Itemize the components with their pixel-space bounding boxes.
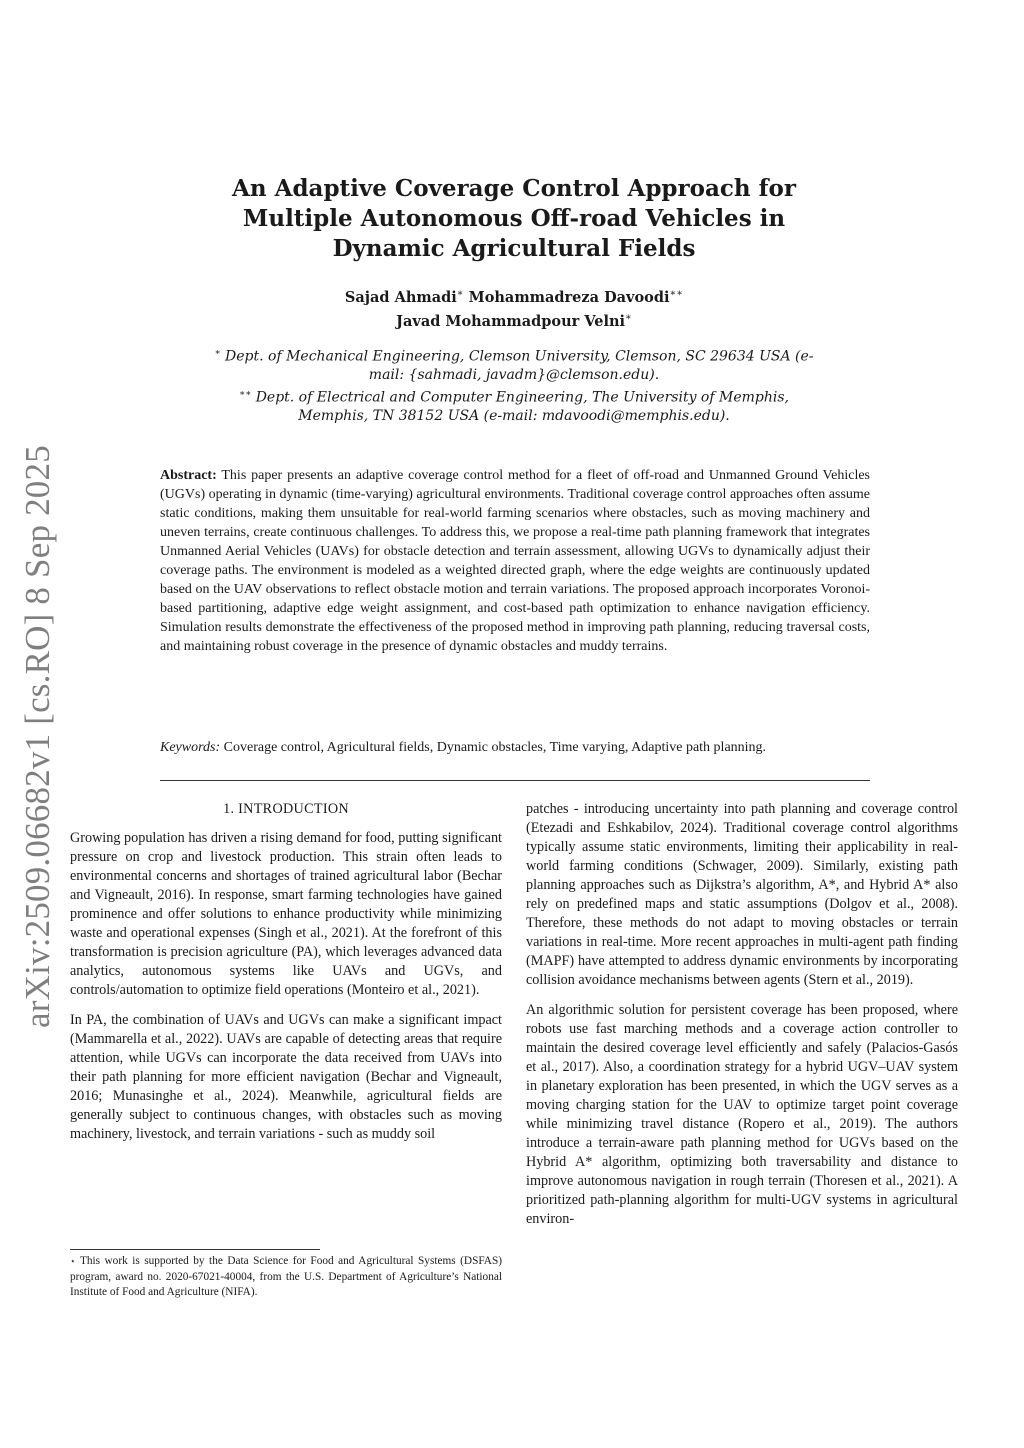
right-column xyxy=(526,800,958,1240)
left-column xyxy=(70,800,502,1155)
abstract-label: Abstract: xyxy=(160,468,217,483)
title-line-1: An Adaptive Coverage Control Approach for xyxy=(232,175,796,202)
footnote-divider xyxy=(70,1249,320,1250)
arxiv-identifier[interactable]: arXiv:2509.06682v1 [cs.RO] 8 Sep 2025 xyxy=(18,445,57,1028)
body-paragraph: An algorithmic solution for persistent coverage has been proposed, where robots use fast marching methods and a coverage action controller to maintain the desired coverage level efficiently and safely (Palacios-Gasós et al., 2017). Also, a coordination strategy for a hybrid UGV–UAV system in planetary exploration has been presented, in which the UGV serves as a moving charging station for the UAV to optimize target point coverage while minimizing travel distance (Ropero et al., 2019). The authors introduce a terrain-aware path planning method for UGVs based on the Hybrid A* algorithm, optimizing both traversability and distance to improve autonomous navigation in rough terrain (Thoresen et al., 2021). A prioritized path-planning algorithm for multi-UGV systems in agricultural environ- xyxy=(526,1002,958,1227)
author-affiliation-mark: ∗ xyxy=(456,288,464,299)
affiliation-text: Dept. of Mechanical Engineering, Clemson University, Clemson, SC 29634 USA (e-mail: {sahmadi, javadm}@clemson.edu). xyxy=(225,348,814,384)
keywords-label: Keywords: xyxy=(160,740,221,755)
affiliation-1 xyxy=(212,344,816,385)
author-name: Sajad Ahmadi xyxy=(344,288,457,306)
affiliation-mark: ∗∗ xyxy=(239,388,252,399)
footnote xyxy=(70,1254,502,1301)
author-list xyxy=(212,284,816,332)
title-line-3: Dynamic Agricultural Fields xyxy=(332,235,696,262)
abstract-text: This paper presents an adaptive coverage control method for a fleet of off-road and Unmanned Ground Vehicles (UGVs) operating in dynamic (time-varying) agricultural environments. Traditional coverage control approaches often assume static conditions, making them unsuitable for real-world farming scenarios where obstacles, such as moving machinery and uneven terrains, create continuous challenges. To address this, we propose a real-time path planning framework that integrates Unmanned Aerial Vehicles (UAVs) for obstacle detection and terrain assessment, allowing UGVs to dynamically adjust their coverage paths. The environment is modeled as a weighted directed graph, where the edge weights are continuously updated based on the UAV observations to reflect obstacle motion and terrain variations. The proposed approach incorporates Voronoi-based partitioning, adaptive edge weight assignment, and cost-based path optimization to enhance navigation efficiency. Simulation results demonstrate the effectiveness of the proposed method in improving path planning, reducing traversal costs, and maintaining robust coverage in the presence of dynamic obstacles and muddy terrains. xyxy=(160,468,870,654)
body-paragraph: patches - introducing uncertainty into path planning and coverage control (Etezadi and Eshkabilov, 2024). Traditional coverage control algorithms typically assume static environments, limiting their applicability in real-world farming conditions (Schwager, 2009). Similarly, existing path planning approaches such as Dijkstra’s algorithm, A*, and Hybrid A* also rely on predefined maps and static assumptions (Dolgov et al., 2008). Therefore, these methods do not adapt to moving obstacles or terrain variations in real-time. More recent approaches in multi-agent path finding (MAPF) have attempted to address dynamic environments by incorporating collision avoidance mechanisms between agents (Stern et al., 2019). xyxy=(526,801,958,988)
author-name: Javad Mohammadpour Velni xyxy=(396,312,626,330)
body-paragraph: In PA, the combination of UAVs and UGVs can make a significant impact (Mammarella et al., 2022). UAVs are capable of detecting areas that require attention, while UGVs can incorporate the data received from UAVs into their path planning for more efficient navigation (Bechar and Vigneault, 2016; Munasinghe et al., 2024). Meanwhile, agricultural fields are generally subject to continuous changes, with obstacles such as moving machinery, livestock, and terrain variations - such as muddy soil xyxy=(70,1012,502,1142)
abstract xyxy=(160,466,870,656)
affiliation-text: Dept. of Electrical and Computer Engineering, The University of Memphis, Memphis, TN 38152 USA (e-mail: mdavoodi@memphis.edu). xyxy=(255,389,789,424)
title-line-2: Multiple Autonomous Off-road Vehicles in xyxy=(242,205,786,232)
author-affiliation-mark: ∗ xyxy=(625,311,632,323)
section-heading: 1. INTRODUCTION xyxy=(223,801,349,817)
paper-title xyxy=(212,174,816,264)
footnote-text: This work is supported by the Data Science for Food and Agricultural Systems (DSFAS) program, award no. 2020-67021-40004, from the U.S. Department of Agriculture’s National Institute of Food and Agriculture (NIFA). xyxy=(70,1255,503,1298)
affiliation-mark: ∗ xyxy=(214,348,221,358)
body-paragraph: Growing population has driven a rising demand for food, putting significant pressure on crop and livestock production. This strain often leads to environmental concerns and shortages of trained agricultural labor (Bechar and Vigneault, 2016). In response, smart farming technologies have gained prominence and offer solutions to enhance productivity while minimizing waste and operational expenses (Singh et al., 2021). At the forefront of this transformation is precision agriculture (PA), which leverages advanced data analytics, autonomous systems like UAVs and UGVs, and controls/automation to optimize field operations (Monteiro et al., 2021). xyxy=(70,830,502,998)
author-affiliation-mark: ∗∗ xyxy=(669,288,684,299)
keywords-text: Coverage control, Agricultural fields, Dynamic obstacles, Time varying, Adaptive path planning. xyxy=(223,740,767,755)
abstract-divider xyxy=(160,780,870,781)
keywords xyxy=(160,738,870,757)
author-name: Mohammadreza Davoodi xyxy=(468,288,670,306)
affiliations xyxy=(212,344,816,425)
footnote-mark: ⋆ xyxy=(70,1256,76,1266)
affiliation-2 xyxy=(212,385,816,426)
